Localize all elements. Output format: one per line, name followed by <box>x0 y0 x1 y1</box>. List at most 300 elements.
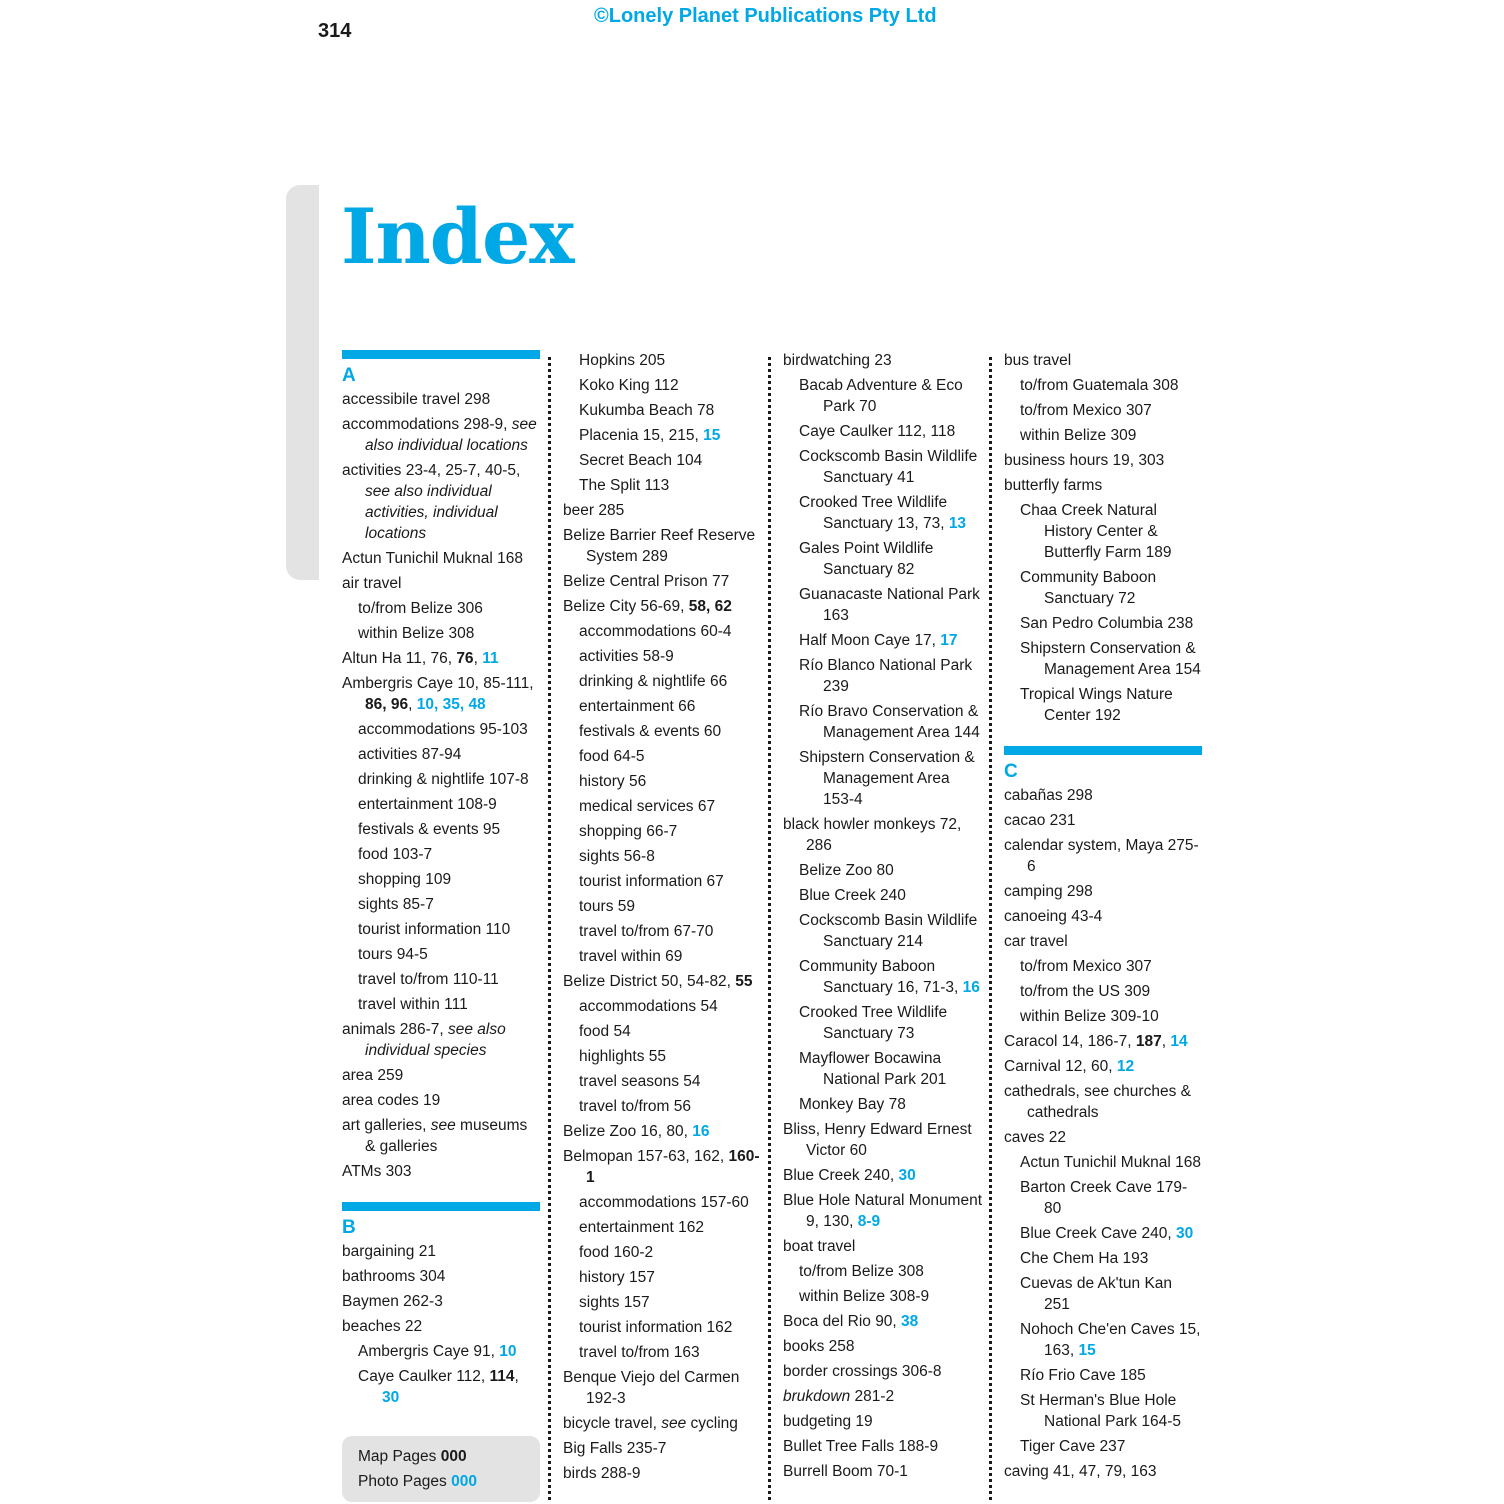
entry-text: Blue Hole Natural Monument 9, 130, <box>783 1192 983 1230</box>
entry-text: entertainment 108-9 <box>358 796 497 813</box>
index-subentry <box>783 701 983 743</box>
entry-text: to/from Mexico 307 <box>1020 402 1152 419</box>
entry-text: Belmopan 157-63, 162, <box>563 1148 729 1165</box>
index-subentry <box>1004 638 1202 680</box>
entry-text: accommodations 60-4 <box>579 623 732 640</box>
index-subentry <box>342 769 540 790</box>
entry-text: Community Baboon Sanctuary 72 <box>1020 569 1157 607</box>
entry-text: activities 87-94 <box>358 746 462 763</box>
index-subentry <box>1004 613 1202 634</box>
entry-text: birdwatching 23 <box>783 352 892 369</box>
page-number: 314 <box>318 20 352 42</box>
entry-text: accommodations 298-9, <box>342 416 512 433</box>
index-subentry <box>563 475 763 496</box>
index-subentry <box>783 1286 983 1307</box>
index-subentry <box>342 819 540 840</box>
photo-page-ref: 15 <box>703 427 721 444</box>
entry-text: beer 285 <box>563 502 625 519</box>
entry-text: festivals & events 95 <box>358 821 501 838</box>
map-page-ref: 114 <box>489 1368 515 1385</box>
entry-text: accommodations 54 <box>579 998 718 1015</box>
entry-text: activities 23-4, 25-7, 40-5, <box>342 462 521 479</box>
photo-page-ref: 11 <box>482 650 499 667</box>
entry-text: activities 58-9 <box>579 648 674 665</box>
section-letter-bar <box>1004 746 1202 755</box>
entry-text: bargaining 21 <box>342 1243 436 1260</box>
index-subentry <box>1004 1273 1202 1315</box>
entry-text: Cockscomb Basin Wildlife Sanctuary 41 <box>799 448 978 486</box>
entry-text: tours 94-5 <box>358 946 428 963</box>
entry-text: food 54 <box>579 1023 631 1040</box>
entry-text: bus travel <box>1004 352 1072 369</box>
entry-text: entertainment 66 <box>579 698 696 715</box>
index-entry <box>342 1115 540 1157</box>
index-subentry <box>1004 1152 1202 1173</box>
index-subentry <box>563 796 763 817</box>
index-entry <box>783 1361 983 1382</box>
entry-text: travel to/from 67-70 <box>579 923 714 940</box>
column-divider <box>548 357 551 1500</box>
entry-text: Belize Barrier Reef Reserve System 289 <box>563 527 756 565</box>
photo-page-ref: 13 <box>948 515 967 532</box>
entry-text: Community Baboon Sanctuary 16, 71-3, <box>799 958 963 996</box>
map-page-ref: 58, 62 <box>688 598 732 615</box>
entry-text: Belize Zoo 80 <box>799 862 894 879</box>
photo-page-ref: 8-9 <box>857 1213 881 1230</box>
entry-text: tours 59 <box>579 898 636 915</box>
entry-text: Blue Creek 240, <box>783 1167 899 1184</box>
index-subentry <box>783 1002 983 1044</box>
entry-text: accommodations 95-103 <box>358 721 528 738</box>
entry-text: Chaa Creek Natural History Center & Butterfly Farm 189 <box>1020 502 1172 561</box>
index-entry <box>1004 1127 1202 1148</box>
entry-text: bicycle travel, <box>563 1415 662 1432</box>
index-entry <box>563 971 763 992</box>
entry-text: within Belize 309 <box>1020 427 1137 444</box>
entry-text: Benque Viejo del Carmen 192-3 <box>563 1369 740 1407</box>
index-entry <box>342 1161 540 1182</box>
index-entry <box>1004 1056 1202 1077</box>
page-type-legend <box>342 1436 540 1502</box>
index-subentry <box>783 885 983 906</box>
index-subentry <box>563 1267 763 1288</box>
entry-text: drinking & nightlife 107-8 <box>358 771 529 788</box>
index-subentry <box>563 400 763 421</box>
entry-text: Actun Tunichil Muknal 168 <box>1020 1154 1201 1171</box>
entry-text: within Belize 308 <box>358 625 475 642</box>
entry-text: area 259 <box>342 1067 404 1084</box>
entry-text: sights 85-7 <box>358 896 434 913</box>
index-subentry <box>1004 1365 1202 1386</box>
index-subentry <box>563 425 763 446</box>
entry-text: Tiger Cave 237 <box>1020 1438 1126 1455</box>
entry-see-also: see <box>661 1415 687 1432</box>
index-subentry <box>563 1096 763 1117</box>
index-entry <box>783 1436 983 1457</box>
index-entry <box>1004 450 1202 471</box>
entry-text: Hopkins 205 <box>579 352 666 369</box>
entry-text: bathrooms 304 <box>342 1268 446 1285</box>
entry-text: Boca del Rio 90, <box>783 1313 902 1330</box>
entry-text: food 64-5 <box>579 748 645 765</box>
index-subentry <box>1004 981 1202 1002</box>
entry-text: Río Bravo Conservation & Management Area 144 <box>799 703 980 741</box>
index-subentry: Caye Caulker 112, 114, 30 <box>358 1368 519 1406</box>
index-subentry <box>783 956 983 998</box>
index-subentry <box>783 655 983 697</box>
index-subentry <box>563 771 763 792</box>
index-entry <box>1004 785 1202 806</box>
index-entry <box>1004 931 1202 952</box>
entry-text: Belize Central Prison 77 <box>563 573 730 590</box>
entry-text: Cockscomb Basin Wildlife Sanctuary 214 <box>799 912 978 950</box>
entry-text: Río Frio Cave 185 <box>1020 1367 1146 1384</box>
entry-text: camping 298 <box>1004 883 1093 900</box>
entry-text: travel to/from 163 <box>579 1344 700 1361</box>
index-subentry <box>783 747 983 810</box>
index-subentry <box>1004 567 1202 609</box>
section-letter: C <box>1004 761 1018 782</box>
entry-text: butterfly farms <box>1004 477 1103 494</box>
index-entry <box>342 460 540 544</box>
entry-text: Bacab Adventure & Eco Park 70 <box>799 377 963 415</box>
entry-text: Tropical Wings Nature Center 192 <box>1020 686 1173 724</box>
entry-text: Crooked Tree Wildlife Sanctuary 73 <box>799 1004 948 1042</box>
index-subentry <box>1004 500 1202 563</box>
index-entry <box>1004 1081 1202 1123</box>
index-entry <box>1004 810 1202 831</box>
map-page-ref: 86, 96 <box>365 696 409 713</box>
legend-label: Map Pages <box>358 1448 441 1465</box>
entry-text: food 160-2 <box>579 1244 654 1261</box>
map-page-ref: 187 <box>1135 1033 1162 1050</box>
index-subentry <box>563 871 763 892</box>
photo-page-ref: 38 <box>901 1313 919 1330</box>
entry-text: St Herman's Blue Hole National Park 164-5 <box>1020 1392 1181 1430</box>
index-column-1 <box>342 350 540 1502</box>
index-subentry <box>783 1261 983 1282</box>
index-subentry <box>342 844 540 865</box>
entry-text: within Belize 309-10 <box>1020 1008 1159 1025</box>
entry-text: accommodations 157-60 <box>579 1194 749 1211</box>
index-entry <box>563 525 763 567</box>
index-subentry <box>563 896 763 917</box>
index-subentry <box>1004 375 1202 396</box>
index-subentry <box>1004 1390 1202 1432</box>
photo-page-ref: 30 <box>1175 1225 1194 1242</box>
entry-text: medical services 67 <box>579 798 716 815</box>
index-entry <box>1004 475 1202 496</box>
index-entry <box>342 1090 540 1111</box>
index-entry <box>783 1386 983 1407</box>
entry-text: tourist information 110 <box>358 921 511 938</box>
index-entry <box>783 1236 983 1257</box>
index-subentry <box>1004 400 1202 421</box>
entry-text: Placenia 15, 215, <box>579 427 704 444</box>
entry-text: Bullet Tree Falls 188-9 <box>783 1438 939 1455</box>
entry-text: Bliss, Henry Edward Ernest Victor 60 <box>783 1121 972 1159</box>
entry-text: Río Blanco National Park 239 <box>799 657 973 695</box>
entry-text: car travel <box>1004 933 1068 950</box>
index-entry <box>563 1438 763 1459</box>
section-letter-bar <box>342 350 540 359</box>
index-subentry <box>342 719 540 740</box>
index-subentry <box>563 821 763 842</box>
index-entry <box>342 1266 540 1287</box>
entry-text: sights 56-8 <box>579 848 655 865</box>
entry-text: Mayflower Bocawina National Park 201 <box>799 1050 947 1088</box>
photo-page-ref: 30 <box>382 1389 400 1406</box>
entry-text: Ambergris Caye 10, 85-111, <box>342 675 534 692</box>
index-subentry <box>563 1046 763 1067</box>
entry-text: food 103-7 <box>358 846 433 863</box>
index-entry <box>563 500 763 521</box>
index-subentry <box>563 450 763 471</box>
photo-page-ref: 17 <box>940 632 958 649</box>
section-spacer <box>1004 730 1202 746</box>
entry-text: Nohoch Che'en Caves 15, 163, <box>1020 1321 1201 1359</box>
index-subentry <box>783 910 983 952</box>
index-subentry <box>563 696 763 717</box>
section-spacer <box>342 1186 540 1202</box>
entry-text: Blue Creek Cave 240, <box>1020 1225 1176 1242</box>
entry-text: to/from Mexico 307 <box>1020 958 1152 975</box>
entry-text: tourist information 162 <box>579 1319 733 1336</box>
index-subentry <box>1004 425 1202 446</box>
entry-text: cabañas 298 <box>1004 787 1093 804</box>
index-subentry <box>342 598 540 619</box>
index-subentry <box>342 1341 540 1362</box>
entry-text: Big Falls 235-7 <box>563 1440 667 1457</box>
index-subentry <box>783 630 983 651</box>
index-subentry <box>342 944 540 965</box>
index-entry <box>1004 906 1202 927</box>
index-entry <box>342 389 540 410</box>
entry-text: Belize Zoo 16, 80, <box>563 1123 693 1140</box>
section-letter: A <box>342 365 356 386</box>
entry-text: Half Moon Caye 17, <box>799 632 941 649</box>
index-entry <box>783 1461 983 1482</box>
entry-text: Shipstern Conservation & Management Area 153-4 <box>799 749 975 808</box>
index-entry <box>783 1411 983 1432</box>
index-subentry <box>783 1048 983 1090</box>
legend-map-pages <box>358 1446 526 1467</box>
index-entry <box>1004 881 1202 902</box>
index-entry: Caracol 14, 186-7, 187, 14 <box>1004 1033 1188 1050</box>
entry-text: Baymen 262-3 <box>342 1293 443 1310</box>
entry-text: ATMs 303 <box>342 1163 412 1180</box>
index-entry <box>563 1121 763 1142</box>
index-subentry <box>342 969 540 990</box>
entry-text: entertainment 162 <box>579 1219 704 1236</box>
entry-text: history 157 <box>579 1269 655 1286</box>
entry-text: Carnival 12, 60, <box>1004 1058 1117 1075</box>
index-subentry <box>563 1192 763 1213</box>
copyright-notice: ©Lonely Planet Publications Pty Ltd <box>594 5 937 27</box>
entry-text: shopping 66-7 <box>579 823 678 840</box>
legend-label: Photo Pages <box>358 1473 452 1490</box>
entry-text: boat travel <box>783 1238 856 1255</box>
entry-text: The Split 113 <box>579 477 670 494</box>
index-subentry <box>783 421 983 442</box>
entry-text: travel seasons 54 <box>579 1073 701 1090</box>
entry-text: travel within 111 <box>358 996 468 1013</box>
entry-text: cacao 231 <box>1004 812 1076 829</box>
entry-text: sights 157 <box>579 1294 650 1311</box>
index-entry <box>342 414 540 456</box>
index-entry <box>563 1367 763 1409</box>
index-subentry <box>342 794 540 815</box>
entry-text: air travel <box>342 575 402 592</box>
entry-text: Blue Creek 240 <box>799 887 906 904</box>
entry-text: Ambergris Caye 91, <box>358 1343 500 1360</box>
index-subentry <box>563 350 763 371</box>
index-subentry <box>563 646 763 667</box>
index-subentry <box>342 869 540 890</box>
entry-text: border crossings 306-8 <box>783 1363 942 1380</box>
index-entry <box>783 350 983 371</box>
entry-text: Altun Ha 11, 76, <box>342 650 457 667</box>
entry-text: beaches 22 <box>342 1318 423 1335</box>
legend-photo-pages <box>358 1471 526 1492</box>
entry-text: festivals & events 60 <box>579 723 722 740</box>
photo-page-ref: 10 <box>499 1343 517 1360</box>
entry-text: drinking & nightlife 66 <box>579 673 728 690</box>
index-subentry <box>563 1292 763 1313</box>
photo-page-ref: 12 <box>1116 1058 1135 1075</box>
index-entry <box>1004 1461 1202 1482</box>
index-entry <box>342 1065 540 1086</box>
index-entry <box>1004 350 1202 371</box>
entry-text: canoeing 43-4 <box>1004 908 1103 925</box>
index-entry <box>783 1119 983 1161</box>
entry-text: travel to/from 110-11 <box>358 971 499 988</box>
entry-text: Caye Caulker 112, <box>358 1368 490 1385</box>
index-subentry <box>563 1242 763 1263</box>
photo-page-ref: 15 <box>1078 1342 1096 1359</box>
legend-value: 000 <box>451 1473 477 1490</box>
index-subentry <box>563 1317 763 1338</box>
index-subentry <box>342 894 540 915</box>
index-subentry <box>1004 1436 1202 1457</box>
photo-page-ref: 30 <box>898 1167 916 1184</box>
entry-text: Burrell Boom 70-1 <box>783 1463 908 1480</box>
column-divider <box>989 357 992 1500</box>
entry-text: budgeting 19 <box>783 1413 873 1430</box>
index-column-4 <box>1004 350 1202 1486</box>
entry-text: history 56 <box>579 773 647 790</box>
entry-text: cathedrals, see churches & cathedrals <box>1004 1083 1191 1121</box>
entry-see-also: see also individual species <box>365 1021 506 1059</box>
entry-text: shopping 109 <box>358 871 452 888</box>
entry-text: to/from Belize 308 <box>799 1263 924 1280</box>
entry-text: black howler monkeys 72, 286 <box>783 816 962 854</box>
index-column-3 <box>783 350 983 1486</box>
index-entry <box>342 573 540 594</box>
side-thumb-tab <box>286 185 319 580</box>
entry-text: Guanacaste National Park 163 <box>799 586 980 624</box>
index-subentry <box>563 1217 763 1238</box>
index-subentry <box>563 746 763 767</box>
index-subentry <box>1004 1177 1202 1219</box>
index-subentry <box>563 1071 763 1092</box>
index-column-2 <box>563 350 763 1488</box>
entry-text: Kukumba Beach 78 <box>579 402 715 419</box>
entry-text: Koko King 112 <box>579 377 679 394</box>
entry-italic-term: brukdown <box>783 1388 851 1405</box>
entry-text: Belize City 56-69, <box>563 598 689 615</box>
index-entry <box>783 1190 983 1232</box>
index-subentry <box>342 994 540 1015</box>
map-page-ref: 160-1 <box>586 1148 760 1186</box>
entry-see-also: see also individual activities, individual locations <box>365 483 498 542</box>
index-entry: Ambergris Caye 10, 85-111, 86, 96, 10, 35, 48 <box>342 675 534 713</box>
index-entry <box>563 1413 763 1434</box>
entry-text: birds 288-9 <box>563 1465 641 1482</box>
entry-text: accessibile travel 298 <box>342 391 491 408</box>
index-subentry <box>563 375 763 396</box>
entry-text: caves 22 <box>1004 1129 1067 1146</box>
index-subentry <box>783 446 983 488</box>
photo-page-ref: 16 <box>692 1123 710 1140</box>
index-subentry <box>783 1094 983 1115</box>
entry-text: Shipstern Conservation & Management Area 154 <box>1020 640 1201 678</box>
index-subentry <box>1004 1248 1202 1269</box>
index-entry <box>1004 835 1202 877</box>
index-entry <box>783 1165 983 1186</box>
section-letter-bar <box>342 1202 540 1211</box>
entry-text: Barton Creek Cave 179-80 <box>1020 1179 1188 1217</box>
entry-text: Cuevas de Ak'tun Kan 251 <box>1020 1275 1173 1313</box>
entry-see-also: see <box>430 1117 456 1134</box>
index-subentry <box>783 375 983 417</box>
page-title: Index <box>341 192 574 281</box>
index-subentry <box>563 846 763 867</box>
entry-text: cycling <box>686 1415 738 1432</box>
entry-text: Gales Point Wildlife Sanctuary 82 <box>799 540 934 578</box>
entry-text: Che Chem Ha 193 <box>1020 1250 1149 1267</box>
index-subentry <box>563 721 763 742</box>
index-subentry <box>1004 1319 1202 1361</box>
photo-page-ref: 10, 35, 48 <box>416 696 486 713</box>
index-entry <box>342 1019 540 1061</box>
entry-text: calendar system, Maya 275-6 <box>1004 837 1199 875</box>
index-subentry <box>563 996 763 1017</box>
entry-text: books 258 <box>783 1338 855 1355</box>
entry-text: travel within 69 <box>579 948 683 965</box>
entry-text: to/from the US 309 <box>1020 983 1151 1000</box>
entry-text: Monkey Bay 78 <box>799 1096 906 1113</box>
entry-text: art galleries, <box>342 1117 431 1134</box>
entry-text: Caye Caulker 112, 118 <box>799 423 956 440</box>
index-entry <box>342 548 540 569</box>
index-entry <box>563 596 763 617</box>
photo-page-ref: 16 <box>962 979 980 996</box>
index-subentry <box>1004 956 1202 977</box>
entry-text: Secret Beach 104 <box>579 452 703 469</box>
index-subentry <box>783 538 983 580</box>
entry-text: area codes 19 <box>342 1092 441 1109</box>
entry-text: Belize District 50, 54-82, <box>563 973 736 990</box>
entry-text: San Pedro Columbia 238 <box>1020 615 1194 632</box>
entry-text: to/from Guatemala 308 <box>1020 377 1179 394</box>
photo-page-ref: 14 <box>1170 1033 1188 1050</box>
index-entry <box>342 1291 540 1312</box>
entry-text: animals 286-7, <box>342 1021 448 1038</box>
index-entry <box>563 571 763 592</box>
index-subentry <box>563 1342 763 1363</box>
index-entry <box>342 1316 540 1337</box>
